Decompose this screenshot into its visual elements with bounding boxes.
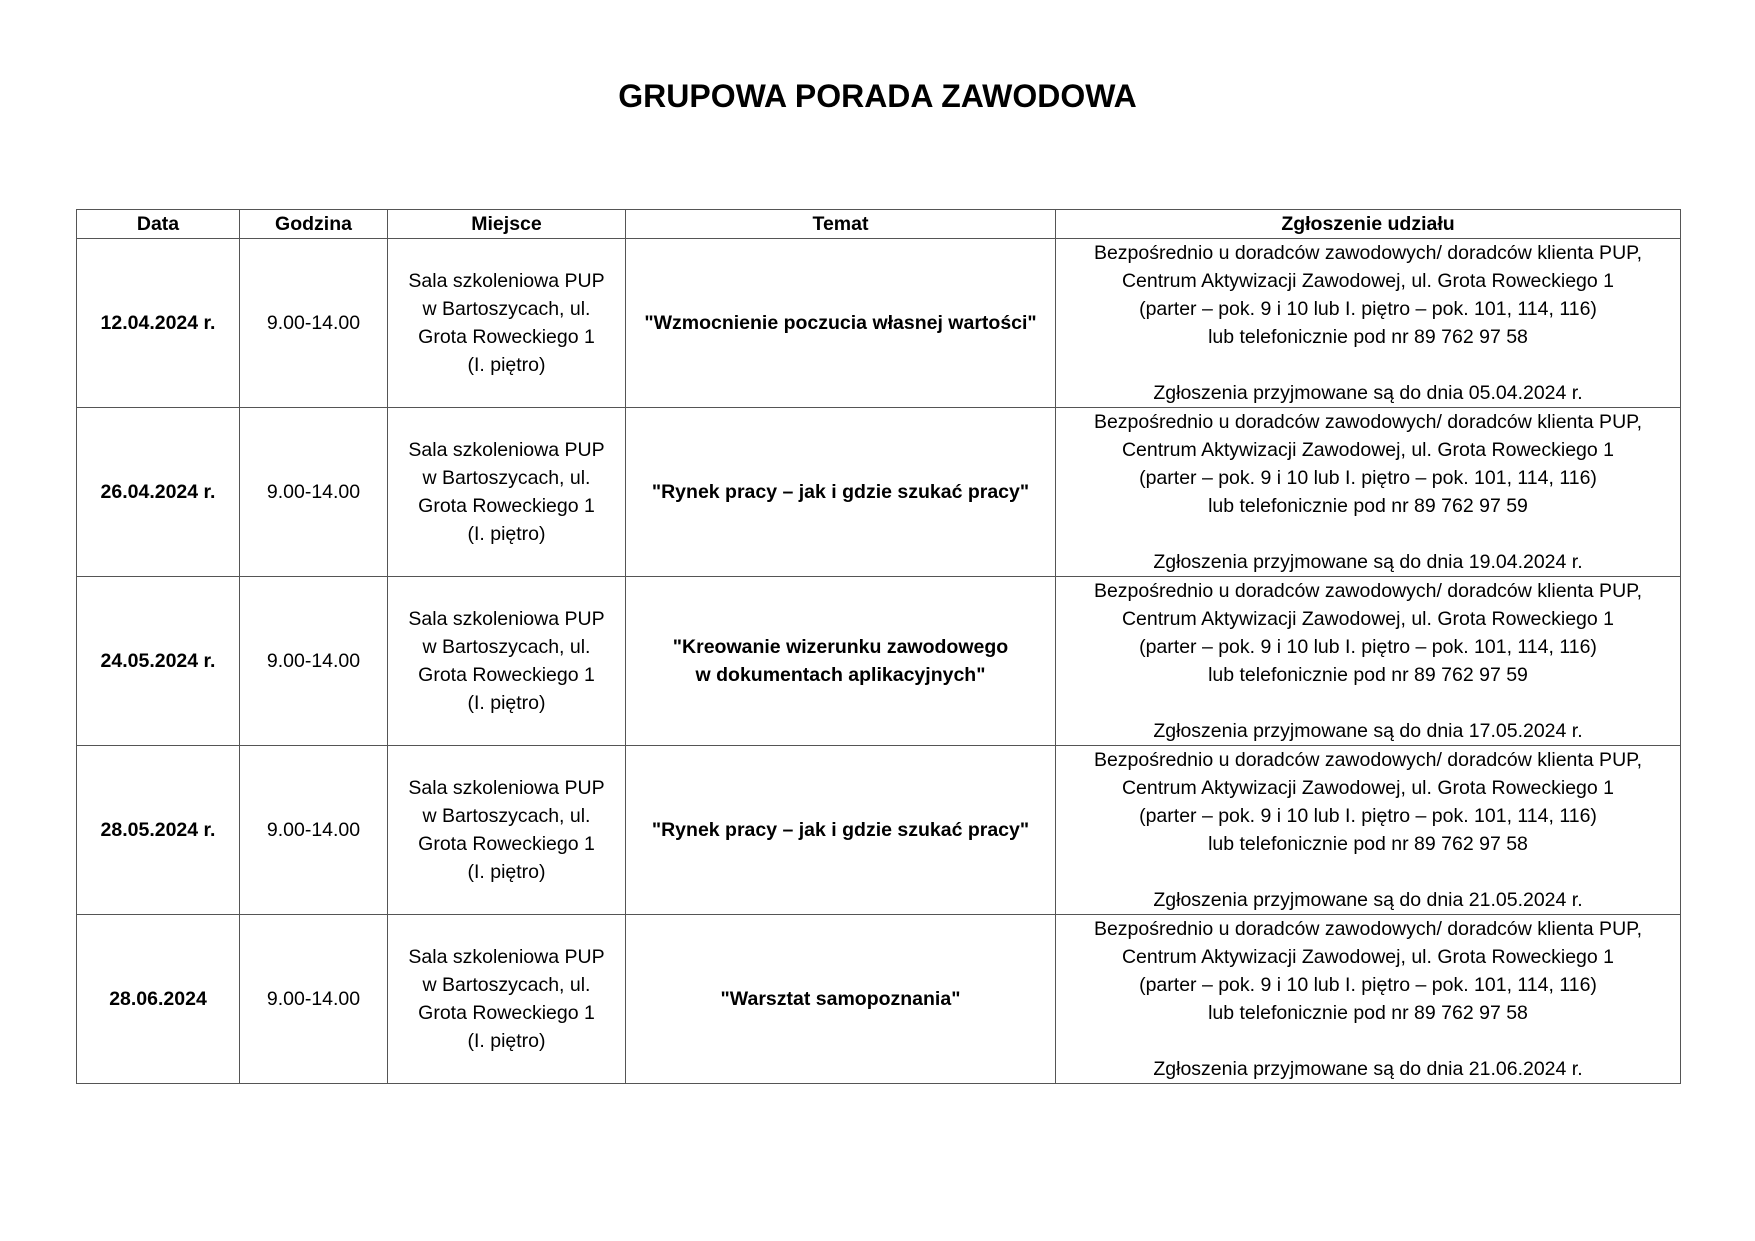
- topic-line: "Kreowanie wizerunku zawodowego: [672, 636, 1009, 658]
- place-line: (I. piętro): [467, 523, 546, 545]
- cell-place: [388, 746, 626, 915]
- signup-line: (parter – pok. 9 i 10 lub I. piętro – pok. 101, 114, 116): [1139, 467, 1597, 489]
- table-header-row: [77, 210, 1681, 239]
- table-body: [77, 239, 1681, 1084]
- cell-signup: [1056, 408, 1681, 577]
- place-line: Sala szkoleniowa PUP: [408, 777, 605, 799]
- page-title: GRUPOWA PORADA ZAWODOWA: [618, 78, 1137, 114]
- signup-line: (parter – pok. 9 i 10 lub I. piętro – pok. 101, 114, 116): [1139, 636, 1597, 658]
- place-line: w Bartoszycach, ul.: [422, 467, 591, 489]
- place-line: Grota Roweckiego 1: [418, 833, 595, 855]
- header-date: Data: [77, 210, 240, 239]
- cell-topic: [626, 239, 1056, 408]
- place-line: Sala szkoleniowa PUP: [408, 270, 605, 292]
- place-line: (I. piętro): [467, 861, 546, 883]
- place-line: (I. piętro): [467, 354, 546, 376]
- signup-line: lub telefonicznie pod nr 89 762 97 59: [1208, 664, 1528, 686]
- table-row: [77, 408, 1681, 577]
- cell-place: [388, 408, 626, 577]
- signup-deadline: Zgłoszenia przyjmowane są do dnia 21.05.2024 r.: [1153, 889, 1583, 911]
- topic-line: w dokumentach aplikacyjnych": [695, 664, 986, 686]
- signup-line: lub telefonicznie pod nr 89 762 97 59: [1208, 495, 1528, 517]
- signup-line: (parter – pok. 9 i 10 lub I. piętro – pok. 101, 114, 116): [1139, 298, 1597, 320]
- cell-date: 24.05.2024 r.: [77, 577, 240, 746]
- signup-line: (parter – pok. 9 i 10 lub I. piętro – pok. 101, 114, 116): [1139, 974, 1597, 996]
- cell-time: 9.00-14.00: [240, 746, 388, 915]
- cell-signup: [1056, 915, 1681, 1084]
- signup-deadline: Zgłoszenia przyjmowane są do dnia 21.06.2024 r.: [1153, 1058, 1583, 1080]
- spacer: [1060, 689, 1676, 717]
- place-line: w Bartoszycach, ul.: [422, 636, 591, 658]
- cell-topic: [626, 577, 1056, 746]
- table-row: [77, 239, 1681, 408]
- cell-date: 28.06.2024: [77, 915, 240, 1084]
- topic-line: "Rynek pracy – jak i gdzie szukać pracy": [651, 481, 1030, 503]
- signup-deadline: Zgłoszenia przyjmowane są do dnia 17.05.2024 r.: [1153, 720, 1583, 742]
- topic-line: "Wzmocnienie poczucia własnej wartości": [644, 312, 1037, 334]
- table-row: [77, 915, 1681, 1084]
- place-line: w Bartoszycach, ul.: [422, 805, 591, 827]
- signup-line: Centrum Aktywizacji Zawodowej, ul. Grota Roweckiego 1: [1121, 777, 1615, 799]
- cell-time: 9.00-14.00: [240, 915, 388, 1084]
- table-row: [77, 746, 1681, 915]
- signup-line: lub telefonicznie pod nr 89 762 97 58: [1208, 326, 1528, 348]
- place-line: Sala szkoleniowa PUP: [408, 608, 605, 630]
- cell-place: [388, 915, 626, 1084]
- signup-line: Centrum Aktywizacji Zawodowej, ul. Grota Roweckiego 1: [1121, 439, 1615, 461]
- signup-line: Bezpośrednio u doradców zawodowych/ doradców klienta PUP,: [1093, 749, 1643, 771]
- signup-line: lub telefonicznie pod nr 89 762 97 58: [1208, 1002, 1528, 1024]
- signup-line: Centrum Aktywizacji Zawodowej, ul. Grota Roweckiego 1: [1121, 608, 1615, 630]
- cell-topic: [626, 746, 1056, 915]
- spacer: [1060, 858, 1676, 886]
- signup-line: Bezpośrednio u doradców zawodowych/ doradców klienta PUP,: [1093, 411, 1643, 433]
- signup-line: Bezpośrednio u doradców zawodowych/ doradców klienta PUP,: [1093, 580, 1643, 602]
- cell-time: 9.00-14.00: [240, 408, 388, 577]
- cell-signup: [1056, 577, 1681, 746]
- cell-signup: [1056, 746, 1681, 915]
- place-line: (I. piętro): [467, 692, 546, 714]
- cell-date: 28.05.2024 r.: [77, 746, 240, 915]
- schedule-table: [76, 209, 1681, 1084]
- cell-topic: [626, 408, 1056, 577]
- place-line: Grota Roweckiego 1: [418, 326, 595, 348]
- cell-time: 9.00-14.00: [240, 577, 388, 746]
- header-place: Miejsce: [388, 210, 626, 239]
- signup-line: Centrum Aktywizacji Zawodowej, ul. Grota Roweckiego 1: [1121, 270, 1615, 292]
- spacer: [1060, 1027, 1676, 1055]
- place-line: Sala szkoleniowa PUP: [408, 439, 605, 461]
- signup-line: Bezpośrednio u doradców zawodowych/ doradców klienta PUP,: [1093, 918, 1643, 940]
- signup-deadline: Zgłoszenia przyjmowane są do dnia 05.04.2024 r.: [1153, 382, 1583, 404]
- cell-time: 9.00-14.00: [240, 239, 388, 408]
- cell-date: 12.04.2024 r.: [77, 239, 240, 408]
- signup-line: lub telefonicznie pod nr 89 762 97 58: [1208, 833, 1528, 855]
- place-line: Grota Roweckiego 1: [418, 495, 595, 517]
- signup-line: (parter – pok. 9 i 10 lub I. piętro – pok. 101, 114, 116): [1139, 805, 1597, 827]
- topic-line: "Warsztat samopoznania": [720, 988, 961, 1010]
- topic-line: "Rynek pracy – jak i gdzie szukać pracy": [651, 819, 1030, 841]
- table-row: [77, 577, 1681, 746]
- spacer: [1060, 520, 1676, 548]
- place-line: w Bartoszycach, ul.: [422, 974, 591, 996]
- signup-deadline: Zgłoszenia przyjmowane są do dnia 19.04.2024 r.: [1153, 551, 1583, 573]
- place-line: Sala szkoleniowa PUP: [408, 946, 605, 968]
- spacer: [1060, 351, 1676, 379]
- cell-place: [388, 577, 626, 746]
- header-time: Godzina: [240, 210, 388, 239]
- signup-line: Bezpośrednio u doradców zawodowych/ doradców klienta PUP,: [1093, 242, 1643, 264]
- place-line: w Bartoszycach, ul.: [422, 298, 591, 320]
- place-line: Grota Roweckiego 1: [418, 1002, 595, 1024]
- place-line: (I. piętro): [467, 1030, 546, 1052]
- header-topic: Temat: [626, 210, 1056, 239]
- cell-place: [388, 239, 626, 408]
- signup-line: Centrum Aktywizacji Zawodowej, ul. Grota Roweckiego 1: [1121, 946, 1615, 968]
- cell-topic: [626, 915, 1056, 1084]
- cell-date: 26.04.2024 r.: [77, 408, 240, 577]
- header-signup: Zgłoszenie udziału: [1056, 210, 1681, 239]
- place-line: Grota Roweckiego 1: [418, 664, 595, 686]
- cell-signup: [1056, 239, 1681, 408]
